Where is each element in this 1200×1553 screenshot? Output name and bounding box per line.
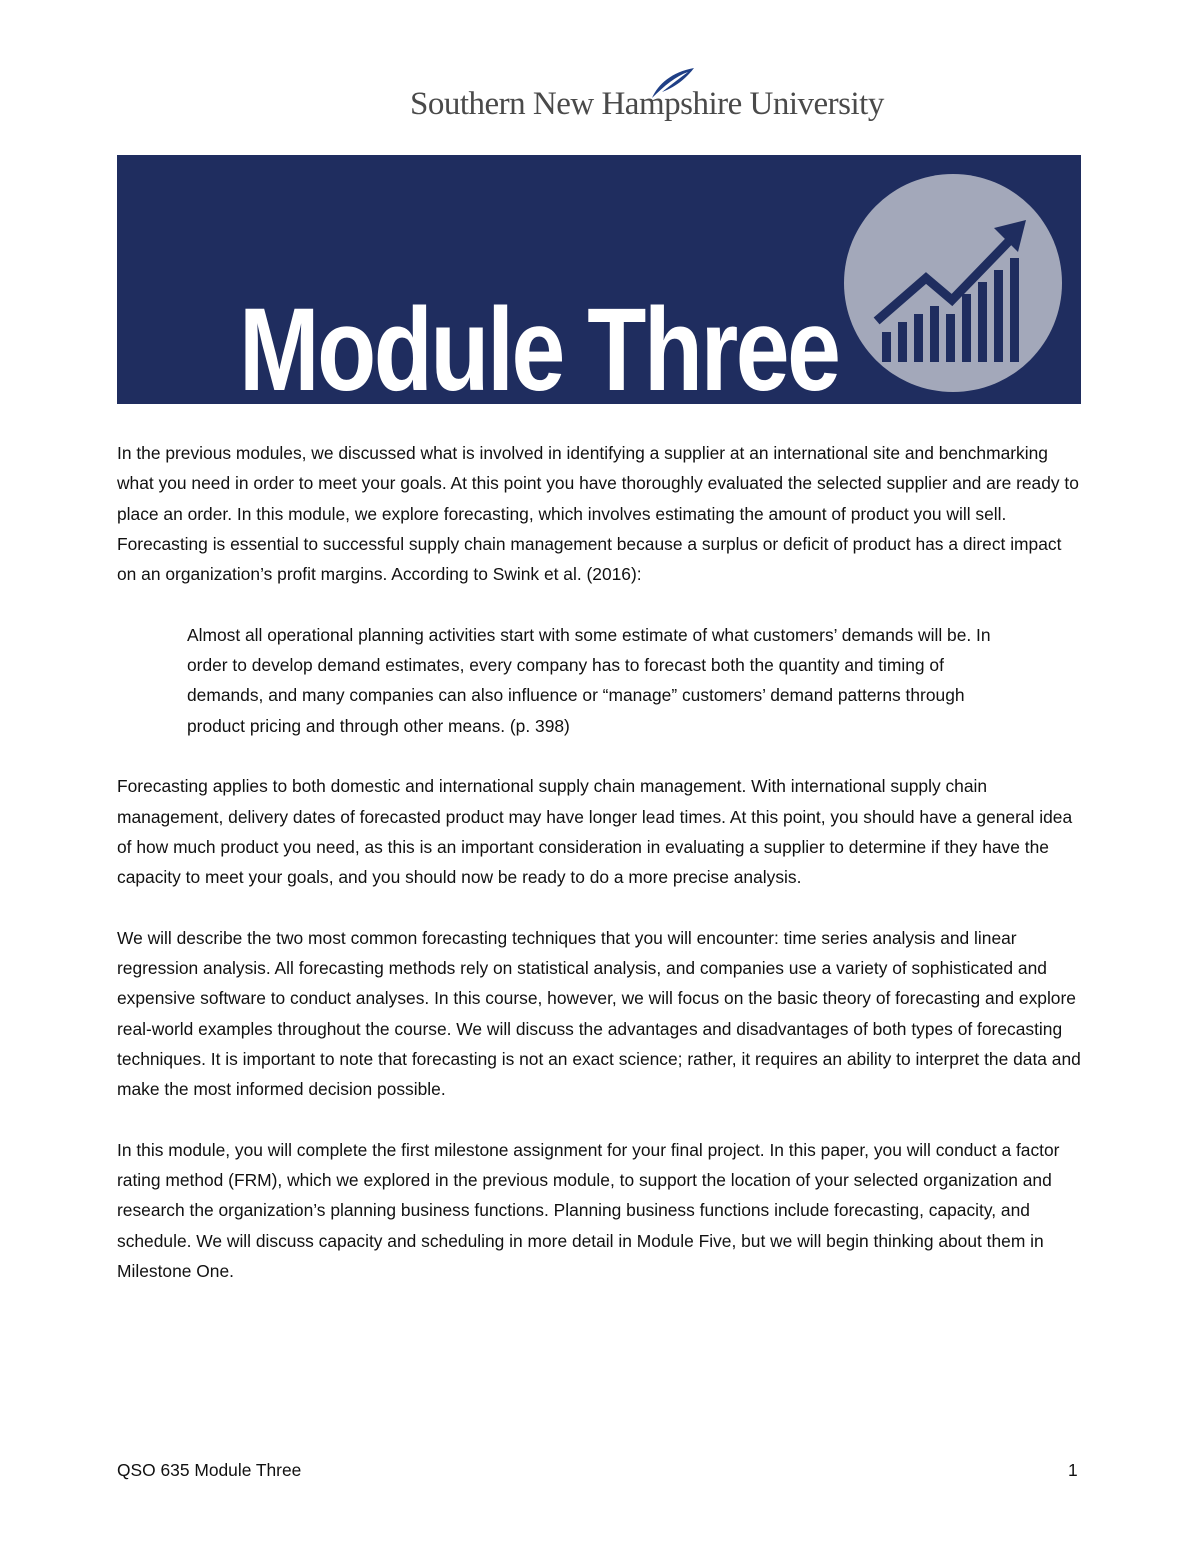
banner-title: Module Three [239,284,839,404]
paragraph-milestone: In this module, you will complete the first milestone assignment for your final project. In this paper, you will conduct a factor rating method (FRM), which we explored in the previous module, to support the location of your selected organization and research the organization’s planning business functions. Planning business functions include forecasting, capacity, and schedule. We will discuss capacity and scheduling in more detail in Module Five, but we will begin thinking about them in Milestone One. [117,1139,1060,1282]
paragraph-techniques: We will describe the two most common forecasting techniques that you will encounter: time series analysis and linear regression analysis. All forecasting methods rely on statistical analysis, and companies use a variety of sophisticated and expensive software to conduct analyses. In this course, however, we will focus on the basic theory of forecasting and explore real-world examples throughout the course. We will discuss the advantages and disadvantages of both types of forecasting techniques. It is important to note that forecasting is not an exact science; rather, it requires an ability to interpret the data and make the most informed decision possible. [117,927,1081,1100]
university-logo [410,66,884,130]
module-banner [117,155,1081,404]
block-quote: Almost all operational planning activities start with some estimate of what customers’ demands will be. In order to develop demand estimates, every company has to forecast both the quantity and timing of demands, and many companies can also influence or “manage” customers’ demand patterns through product pricing and through other means. (p. 398) [187,624,991,736]
logo-text: Southern New Hampshire University [410,86,884,122]
footer-course-label: QSO 635 Module Three [117,1460,302,1480]
footer-page-number: 1 [1068,1460,1078,1480]
paragraph-forecasting: Forecasting applies to both domestic and international supply chain management. With international supply chain management, delivery dates of forecasted product may have longer lead times. At this point, you should have a general idea of how much product you need, as this is an important consideration in evaluating a supplier to determine if they have the capacity to meet your goals, and you should now be ready to do a more precise analysis. [117,776,1073,888]
chart-growth-icon [844,174,1062,392]
document-body [117,438,1085,1286]
paragraph-intro: In the previous modules, we discussed what is involved in identifying a supplier at an international site and benchmarking what you need in order to meet your goals. At this point you have thoroughly evaluated the selected supplier and are ready to place an order. In this module, we explore forecasting, which involves estimating the amount of product you will sell. Forecasting is essential to successful supply chain management because a surplus or deficit of product has a direct impact on an organization’s profit margins. According to Swink et al. (2016): [117,443,1079,585]
